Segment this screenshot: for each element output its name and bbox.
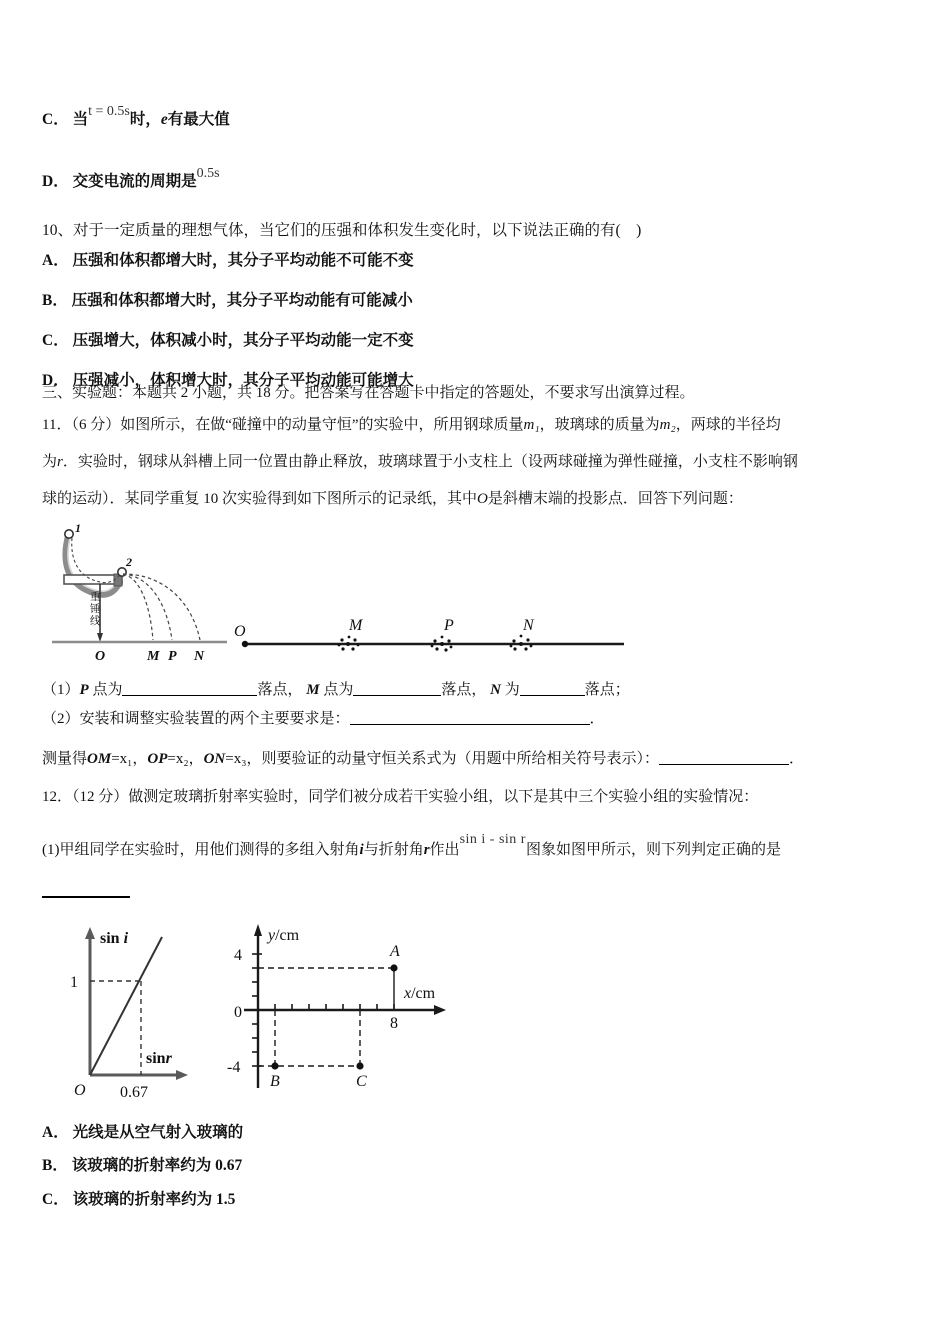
q9-option-c-letter: C bbox=[42, 111, 54, 128]
q11-sub2-blank[interactable] bbox=[350, 724, 590, 725]
measure-point-O bbox=[242, 641, 248, 647]
q11-sub3-blank[interactable] bbox=[659, 764, 789, 765]
q12-option-c-text: 该玻璃的折射率约为 1.5 bbox=[72, 1191, 236, 1208]
measure-point-N-cluster bbox=[510, 635, 533, 651]
q9-option-d-math: 0.5s bbox=[196, 166, 220, 181]
q11-line3-b: 是斜槽末端的投影点．回答下列问题： bbox=[487, 491, 743, 507]
q11-mass-m2: m₂ bbox=[659, 417, 676, 433]
plumb-line-label-char2: 锤 bbox=[90, 604, 101, 615]
q12-stem bbox=[42, 790, 758, 805]
chart2-y-axis-label: y/cm bbox=[268, 927, 300, 944]
measure-label-N: N bbox=[523, 617, 534, 634]
chart1-origin-label: O bbox=[74, 1082, 86, 1099]
q12-number: 12． bbox=[42, 789, 73, 805]
measure-label-P: P bbox=[444, 617, 454, 634]
q12-part1-label: (1) bbox=[42, 842, 60, 858]
q11-score: （6 分） bbox=[71, 417, 121, 433]
chart1-x-axis-arrow bbox=[176, 1070, 188, 1080]
chart1-y-axis-label: sin i bbox=[100, 930, 129, 947]
q11-radius-r: r bbox=[57, 454, 63, 470]
q10-option-a bbox=[42, 253, 414, 269]
q9-option-d: D． 交变电流的周期是0.5s bbox=[42, 166, 220, 190]
q11-sub3-om: OM bbox=[87, 751, 112, 767]
chart1-x-tick-label-067: 0.67 bbox=[120, 1084, 148, 1101]
q11-line1-b: ，玻璃球的质量为 bbox=[539, 417, 660, 433]
plumb-line-label-char3: 线 bbox=[90, 616, 101, 627]
q11-sub3-eq1: =x₁， bbox=[111, 751, 148, 767]
chart2-point-B-label: B bbox=[270, 1073, 280, 1090]
q11-point-o: O bbox=[477, 491, 488, 507]
q12-part1-c: 作出 bbox=[429, 842, 460, 858]
q11-sub1-blank-2[interactable] bbox=[353, 695, 441, 696]
q10-option-d-text: 压强减小，体积增大时，其分子平均动能可能增大 bbox=[72, 372, 414, 389]
q9-option-c-prefix: 当 bbox=[72, 111, 89, 128]
q12-option-a bbox=[42, 1125, 243, 1141]
q11-line2-a: 为 bbox=[42, 454, 58, 470]
trajectory-to-P bbox=[123, 574, 172, 640]
q9-option-c: C． 当t = 0.5s时，e有最大值 bbox=[42, 104, 230, 128]
section-3-heading: 三、实验题：本题共 2 小题，共 18 分。把答案写在答题卡中指定的答题处，不要求写出演算过程。 bbox=[42, 385, 695, 401]
q12-stem-text: 做测定玻璃折射率实验时，同学们被分成若干实验小组，以下是其中三个实验小组的实验情况： bbox=[128, 789, 759, 805]
chart1-y-tick-label-1: 1 bbox=[70, 974, 78, 991]
q11-sub1-t1: 点为 bbox=[92, 682, 123, 698]
q11-sub2-tail: ． bbox=[589, 711, 605, 727]
q12-score: （12 分） bbox=[72, 789, 129, 805]
q10-option-d-letter: D． bbox=[42, 372, 69, 389]
chart2-y-tick-label-0: 0 bbox=[234, 1004, 242, 1021]
q11-line1-c: ，两球的半径均 bbox=[675, 417, 781, 433]
q12-part1-b: 与折射角 bbox=[363, 842, 424, 858]
q11-line1-a: 如图所示，在做“碰撞中的动量守恒”的实验中，所用钢球质量 bbox=[120, 417, 524, 433]
steel-ball-1 bbox=[65, 530, 73, 538]
q11-sub1-blank-3[interactable] bbox=[520, 695, 585, 696]
baseline-label-P: P bbox=[168, 649, 177, 664]
chart2-point-A bbox=[390, 964, 397, 971]
q11-sub1-t5: 为 bbox=[504, 682, 520, 698]
q11-number: 11． bbox=[42, 417, 72, 433]
q10-stem-text: 对于一定质量的理想气体，当它们的压强和体积发生变化时，以下说法正确的有( ) bbox=[73, 222, 642, 239]
sin-i-vs-sin-r-graph bbox=[38, 915, 223, 1105]
q9-option-c-variable: e bbox=[160, 111, 168, 128]
q11-sub-2 bbox=[42, 712, 605, 727]
measure-label-O: O bbox=[234, 623, 246, 640]
q12-part1-math: sin i - sin r bbox=[459, 832, 526, 847]
measure-label-M: M bbox=[349, 617, 363, 634]
baseline-label-N: N bbox=[194, 649, 205, 664]
q11-sub1-t2: 落点， bbox=[257, 682, 303, 698]
q11-sub-3 bbox=[42, 752, 804, 767]
q11-sub1-t4: 落点， bbox=[441, 682, 487, 698]
q12-option-c-letter: C． bbox=[42, 1191, 69, 1208]
q10-number: 10、 bbox=[42, 222, 74, 239]
q11-line-2 bbox=[42, 455, 798, 470]
q11-line2-b: ．实验时，钢球从斜槽上同一位置由静止释放，玻璃球置于小支柱上（设两球碰撞为弹性碰撞，小支柱不影响钢 bbox=[62, 454, 798, 470]
q11-line-3 bbox=[42, 492, 743, 507]
q10-option-a-text: 压强和体积都增大时，其分子平均动能不可能不变 bbox=[72, 252, 414, 269]
q11-sub1-point-m: M bbox=[306, 682, 320, 698]
q11-sub2-label: （2） bbox=[42, 711, 80, 727]
q10-option-b bbox=[42, 293, 413, 309]
q12-option-b bbox=[42, 1158, 242, 1174]
trajectory-to-M bbox=[123, 574, 153, 640]
q11-sub3-tail: ． bbox=[788, 751, 804, 767]
q12-part1-a: 甲组同学在实验时，用他们测得的多组入射角 bbox=[59, 842, 360, 858]
chart2-point-B bbox=[271, 1062, 278, 1069]
chart1-y-axis-arrow bbox=[85, 927, 95, 939]
ball-1-label: 1 bbox=[75, 521, 81, 535]
chart2-y-axis-arrow bbox=[254, 924, 262, 936]
q11-sub3-a: 测量得 bbox=[42, 751, 88, 767]
plumb-line-label-char1: 重 bbox=[90, 592, 101, 603]
q10-stem bbox=[42, 223, 641, 239]
q12-angle-i: i bbox=[359, 842, 364, 858]
chart2-point-A-label: A bbox=[390, 943, 400, 960]
q11-mass-m1: m₁ bbox=[523, 417, 540, 433]
q11-sub1-label: （1） bbox=[42, 682, 80, 698]
chart2-point-C-label: C bbox=[356, 1073, 367, 1090]
collision-experiment-diagram bbox=[52, 512, 652, 672]
q10-option-c-text: 压强增大，体积减小时，其分子平均动能一定不变 bbox=[72, 332, 414, 349]
ball-2-label: 2 bbox=[126, 555, 132, 569]
q12-option-a-text: 光线是从空气射入玻璃的 bbox=[72, 1124, 244, 1141]
q12-part-1 bbox=[42, 833, 781, 858]
q12-option-c bbox=[42, 1192, 235, 1208]
q11-sub2-text: 安装和调整实验装置的两个主要要求是： bbox=[79, 711, 350, 727]
chart1-x-axis-label: sinr bbox=[146, 1050, 172, 1067]
q10-option-b-letter: B． bbox=[42, 292, 68, 309]
q9-option-c-suffix: 时， bbox=[129, 111, 161, 128]
q11-sub3-on: ON bbox=[203, 751, 226, 767]
q12-part1-answer-blank[interactable] bbox=[42, 896, 130, 898]
q11-sub1-blank-1[interactable] bbox=[122, 695, 257, 696]
chart2-y-tick-label-minus4: -4 bbox=[227, 1059, 241, 1076]
chart2-x-tick-label-8: 8 bbox=[390, 1015, 398, 1032]
q12-option-b-letter: B． bbox=[42, 1157, 68, 1174]
q11-sub1-point-n: N bbox=[490, 682, 501, 698]
chart2-y-tick-label-4: 4 bbox=[234, 947, 242, 964]
q9-option-c-math: t = 0.5s bbox=[88, 104, 130, 119]
baseline-label-O: O bbox=[95, 649, 106, 664]
xy-cm-coordinate-graph bbox=[218, 910, 468, 1105]
chart2-x-axis-label: x/cm bbox=[404, 985, 436, 1002]
baseline-label-M: M bbox=[147, 649, 160, 664]
q11-line-1 bbox=[42, 418, 781, 433]
q11-sub3-eq2: =x₂， bbox=[167, 751, 204, 767]
q10-option-b-text: 压强和体积都增大时，其分子平均动能有可能减小 bbox=[71, 292, 413, 309]
trajectory-to-N bbox=[123, 574, 200, 640]
q9-option-d-letter: D bbox=[42, 173, 54, 190]
q10-option-c bbox=[42, 333, 414, 349]
q11-line3-a: 球的运动）．某同学重复 10 次实验得到如下图所示的记录纸，其中 bbox=[42, 491, 478, 507]
ramp-curve bbox=[65, 536, 120, 595]
q11-sub1-t6: 落点； bbox=[584, 682, 630, 698]
q11-sub3-op: OP bbox=[147, 751, 168, 767]
q11-sub-1 bbox=[42, 683, 630, 698]
q10-option-a-letter: A． bbox=[42, 252, 69, 269]
q11-sub1-t3: 点为 bbox=[323, 682, 354, 698]
q9-option-c-tail: 有最大值 bbox=[167, 111, 230, 128]
q12-option-b-text: 该玻璃的折射率约为 0.67 bbox=[71, 1157, 243, 1174]
q11-sub3-eq3: =x₃，则要验证的动量守恒关系式为（用题中所给相关符号表示）： bbox=[225, 751, 659, 767]
q12-angle-r: r bbox=[423, 842, 430, 858]
q12-option-a-letter: A． bbox=[42, 1124, 69, 1141]
chart2-x-axis-arrow bbox=[434, 1005, 446, 1015]
chart2-point-C bbox=[356, 1062, 363, 1069]
q9-option-d-prefix: 交变电流的周期是 bbox=[72, 173, 197, 190]
q10-option-c-letter: C． bbox=[42, 332, 69, 349]
q12-part1-d: 图象如图甲所示，则下列判定正确的是 bbox=[525, 842, 781, 858]
plumb-arrow bbox=[97, 633, 103, 642]
q11-sub1-point-p: P bbox=[79, 682, 89, 698]
